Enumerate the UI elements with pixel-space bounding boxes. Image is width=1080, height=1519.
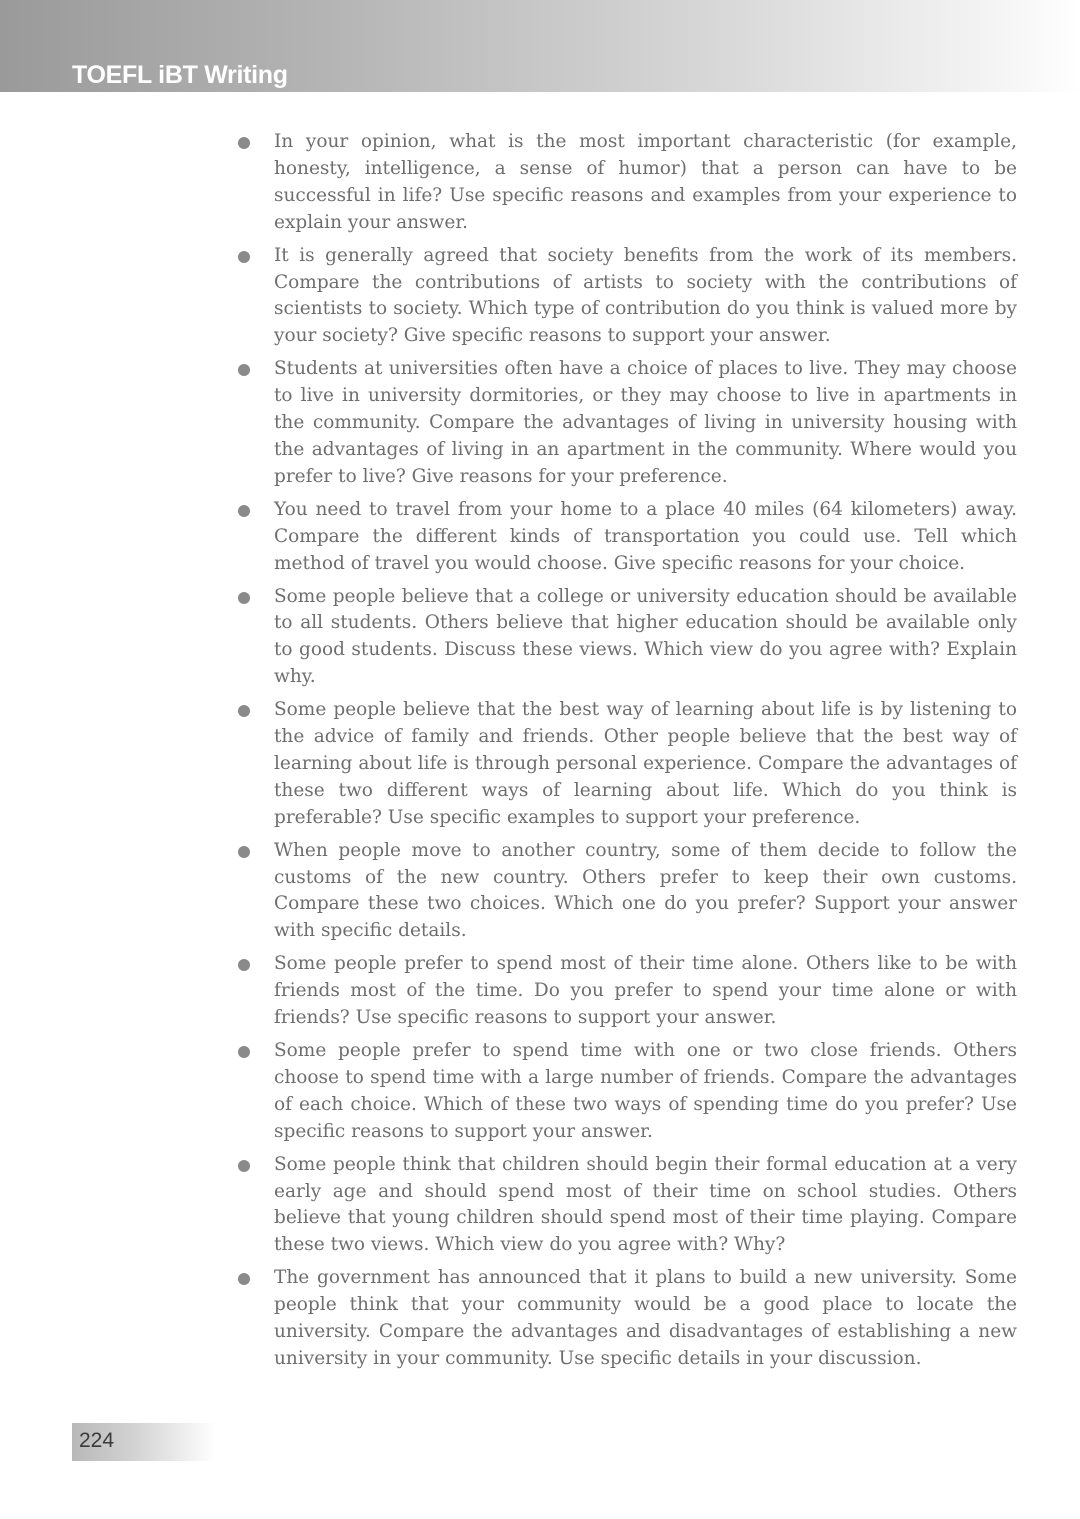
prompt-text: It is generally agreed that society benefits from the work of its members. Compare the contributions of artists to society with the contributions of scientists to society. Which type of contribution do you think is valued more by your society? Give specific reasons to support your answer. [274,244,1017,347]
list-item [237,697,1017,832]
prompt-text: Some people prefer to spend time with one or two close friends. Others choose to spend time with a large number of friends. Compare the advantages of each choice. Which of these two ways of spending time do you prefer? Use specific reasons to support your answer. [274,1040,1017,1142]
list-item [237,356,1017,491]
prompt-text: In your opinion, what is the most important characteristic (for example, honesty, intelligence, a sense of humor) that a person can have to be successful in life? Use specific reasons and examples from your experience to explain your answer. [274,131,1017,233]
bullet-icon [238,137,250,149]
prompt-text: The government has announced that it plans to build a new university. Some people think that your community would be a good place to locate the university. Compare the advantages and disadvantages of establishing a new university in your community. Use specific details in your discussion. [274,1267,1017,1369]
list-item [237,497,1017,578]
bullet-icon [238,1046,250,1058]
list-item [237,1152,1017,1260]
list-item [237,243,1017,351]
running-header-title: TOEFL iBT Writing [72,61,288,89]
prompt-text: You need to travel from your home to a place 40 miles (64 kilometers) away. Compare the different kinds of transportation you could use. Tell which method of travel you would choose. Give specific reasons for your choice. [274,498,1017,574]
list-item [237,1038,1017,1146]
page-number-band [72,1423,216,1461]
bullet-icon [238,1273,250,1285]
list-item [237,584,1017,692]
writing-prompt-list [237,129,1017,1379]
bullet-icon [238,505,250,517]
bullet-icon [238,251,250,263]
prompt-text: Some people believe that a college or university education should be available to all students. Others believe that higher education should be available only to good students. Discuss these views. Which view do you agree with? Explain why. [274,585,1017,688]
prompt-text: Students at universities often have a choice of places to live. They may choose to live in university dormitories, or they may choose to live in apartments in the community. Compare the advantages of living in university housing with the advantages of living in an apartment in the community. Where would you prefer to live? Give reasons for your preference. [274,358,1017,487]
prompt-text: When people move to another country, some of them decide to follow the customs of the new country. Others prefer to keep their own customs. Compare these two choices. Which one do you prefer? Support your answer with specific details. [274,839,1017,942]
bullet-icon [238,846,250,858]
prompt-text: Some people think that children should begin their formal education at a very early age and should spend most of their time on school studies. Others believe that young children should spend most of their time playing. Compare these two views. Which view do you agree with? Why? [274,1153,1017,1256]
prompt-text: Some people believe that the best way of learning about life is by listening to the advice of family and friends. Other people believe that the best way of learning about life is through personal experience. Compare the advantages of these two different ways of learning about life. Which do you think is preferable? Use specific examples to support your preference. [274,699,1017,828]
bullet-icon [238,1160,250,1172]
list-item [237,838,1017,946]
bullet-icon [238,592,250,604]
bullet-icon [238,705,250,717]
bullet-icon [238,959,250,971]
prompt-text: Some people prefer to spend most of their time alone. Others like to be with friends most of the time. Do you prefer to spend your time alone or with friends? Use specific reasons to support your answer. [274,953,1017,1029]
page-number: 224 [79,1429,115,1452]
list-item [237,129,1017,237]
list-item [237,1265,1017,1373]
bullet-icon [238,364,250,376]
list-item [237,951,1017,1032]
